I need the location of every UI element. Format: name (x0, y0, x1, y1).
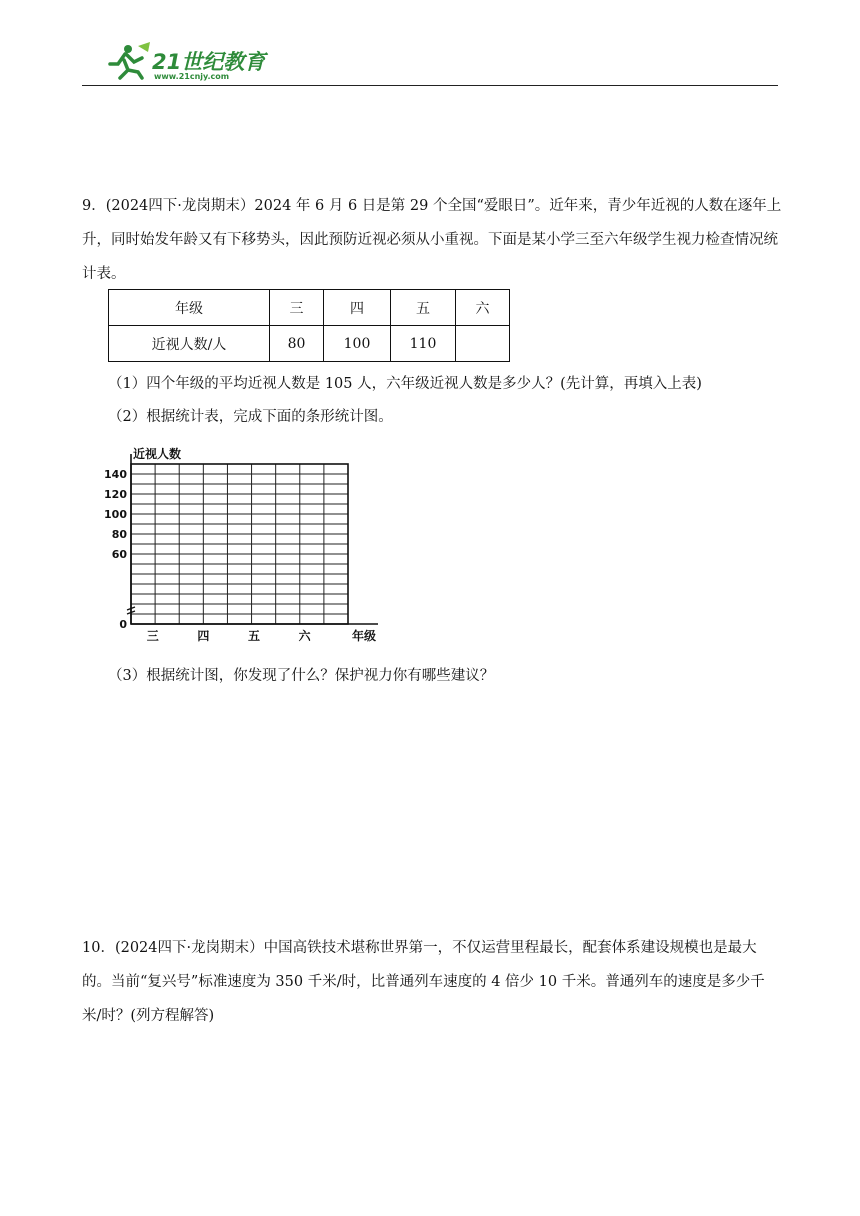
table-header-grade: 年级 (109, 290, 270, 326)
table-header-count: 近视人数/人 (109, 326, 270, 362)
bar-chart-grid (100, 440, 390, 650)
table-row (109, 290, 510, 326)
y-tick-label: 140 (104, 468, 127, 481)
count-cell: 110 (391, 326, 456, 362)
count-cell: 100 (324, 326, 391, 362)
question-9-part-1: （1）四个年级的平均近视人数是 105 人，六年级近视人数是多少人？(先计算，再填入上表) (108, 376, 702, 392)
count-cell: 80 (270, 326, 324, 362)
y-tick-label: 80 (111, 528, 127, 541)
logo-url: www.21cnjy.com (154, 72, 230, 81)
question-9-text: 9．(2024四下·龙岗期末）2024 年 6 月 6 日是第 29 个全国“爱眼日”。近年来，青少年近视的人数在逐年上升，同时始发年龄又有下移势头，因此预防近视必须从小重视。下面是某小学三至六年级学生视力检查情况统计表。 (82, 198, 782, 282)
question-9-part-3: （3）根据统计图，你发现了什么？保护视力你有哪些建议？ (108, 668, 495, 684)
grade-cell: 四 (324, 290, 391, 326)
table-row (109, 326, 510, 362)
grade-cell: 五 (391, 290, 456, 326)
grade-cell: 三 (270, 290, 324, 326)
vision-stats-table (108, 289, 510, 362)
x-tick-label: 三 (146, 629, 159, 643)
x-axis-label: 年级 (351, 629, 377, 643)
logo (104, 40, 274, 86)
x-tick-label: 五 (247, 629, 260, 643)
y-tick-label: 60 (111, 548, 127, 561)
header-divider (82, 85, 778, 86)
question-10-text: 10．(2024四下·龙岗期末）中国高铁技术堪称世界第一，不仅运营里程最长，配套体系建设规模也是最大的。当前“复兴号”标准速度为 350 千米/时，比普通列车速度的 4 倍少 10 千米。普通列车的速度是多少千米/时？(列方程解答) (82, 940, 765, 1024)
y-axis-label: 近视人数 (133, 447, 182, 461)
y-tick-label: 120 (104, 488, 127, 501)
y-tick-label: 100 (104, 508, 127, 521)
grade-cell: 六 (456, 290, 510, 326)
x-tick-label: 六 (298, 629, 311, 643)
y-tick-label: 0 (119, 618, 127, 631)
question-9-part-2: （2）根据统计表，完成下面的条形统计图。 (108, 409, 393, 425)
x-tick-label: 四 (197, 629, 210, 643)
bar-chart (100, 440, 390, 650)
count-cell-blank (456, 326, 510, 362)
logo-name: 21世纪教育 (152, 50, 266, 74)
